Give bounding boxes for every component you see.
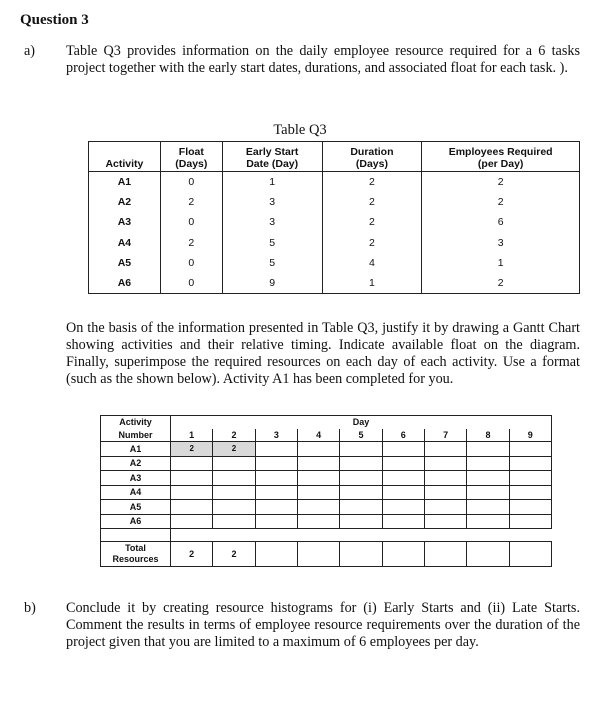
gantt-day-header: 9: [509, 429, 551, 442]
part-a-label: a): [24, 43, 36, 59]
part-a-instructions: On the basis of the information presented in Table Q3, justify it by drawing a Gantt Chart showing activities and their relative timing. Indicate available float on the diagram. Finally, superimpose the required resources on each day of each activity. Use a format (such as the shown below). Activity A1 has been completed for you.: [66, 320, 580, 387]
gantt-cell[interactable]: [382, 500, 424, 515]
table-q3-body: [89, 172, 580, 294]
gantt-cell[interactable]: [213, 485, 255, 500]
gantt-header-row-2: [101, 429, 552, 442]
header-activity: Activity: [89, 142, 161, 172]
gantt-cell[interactable]: [297, 442, 339, 457]
cell-early-start: 9: [222, 273, 322, 294]
gantt-cell[interactable]: [255, 500, 297, 515]
table-row: [89, 273, 580, 294]
gantt-day-header: 3: [255, 429, 297, 442]
gantt-cell[interactable]: [213, 456, 255, 471]
cell-activity: A3: [89, 212, 161, 232]
gantt-total-cell[interactable]: 2: [171, 542, 213, 567]
gantt-row: [101, 485, 552, 500]
cell-early-start: 1: [222, 172, 322, 193]
cell-employees: 2: [422, 273, 580, 294]
gantt-cell[interactable]: [509, 500, 551, 515]
gantt-cell[interactable]: [255, 485, 297, 500]
header-duration: Duration (Days): [322, 142, 422, 172]
gantt-cell[interactable]: [297, 471, 339, 486]
part-b-text: Conclude it by creating resource histograms for (i) Early Starts and (ii) Late Starts. Comment the results in terms of employee resource requirements over the duration of the project given that you are limited to a maximum of 6 employees per day.: [66, 600, 580, 650]
cell-duration: 2: [322, 233, 422, 253]
gantt-cell[interactable]: [509, 456, 551, 471]
cell-employees: 1: [422, 253, 580, 273]
cell-activity: A4: [89, 233, 161, 253]
gantt-cell[interactable]: [467, 471, 509, 486]
gantt-day-label-cell: [171, 416, 552, 429]
cell-float: 2: [160, 233, 222, 253]
gantt-cell[interactable]: [424, 514, 466, 529]
gantt-total-cell[interactable]: [297, 542, 339, 567]
gantt-row: [101, 500, 552, 515]
part-a-intro-text: Table Q3 provides information on the daily employee resource required for a 6 tasks project together with the early start dates, durations, and associated float for each task. ).: [66, 43, 580, 76]
gantt-cell[interactable]: [171, 485, 213, 500]
cell-employees: 3: [422, 233, 580, 253]
gantt-cell[interactable]: [340, 514, 382, 529]
gantt-gap: [101, 529, 552, 542]
header-float: Float (Days): [160, 142, 222, 172]
part-b: [24, 600, 580, 651]
gantt-total-cell[interactable]: [340, 542, 382, 567]
gantt-cell[interactable]: [424, 500, 466, 515]
gantt-total-cell[interactable]: 2: [213, 542, 255, 567]
gantt-cell[interactable]: [424, 471, 466, 486]
gantt-cell[interactable]: [382, 471, 424, 486]
cell-employees: 6: [422, 212, 580, 232]
gantt-day-header: 8: [467, 429, 509, 442]
gantt-cell[interactable]: [171, 514, 213, 529]
cell-duration: 2: [322, 172, 422, 193]
gantt-day-header: 2: [213, 429, 255, 442]
gantt-row: [101, 456, 552, 471]
gantt-cell[interactable]: [424, 442, 466, 457]
gantt-cell[interactable]: [467, 456, 509, 471]
gantt-total-label: Total Resources: [101, 542, 171, 567]
gantt-day-header: 5: [340, 429, 382, 442]
question-title: Question 3: [20, 12, 89, 28]
cell-duration: 2: [322, 212, 422, 232]
gantt-activity-name: A4: [101, 485, 171, 500]
table-caption: Table Q3: [273, 122, 327, 138]
gantt-cell[interactable]: [340, 485, 382, 500]
gantt-cell[interactable]: [297, 485, 339, 500]
cell-duration: 2: [322, 192, 422, 212]
gantt-cell[interactable]: [382, 514, 424, 529]
table-row: [89, 233, 580, 253]
cell-activity: A1: [89, 172, 161, 193]
gantt-cell[interactable]: [340, 471, 382, 486]
cell-early-start: 5: [222, 253, 322, 273]
gantt-row: [101, 442, 552, 457]
table-q3: [88, 141, 580, 294]
gantt-cell[interactable]: [467, 485, 509, 500]
table-row: [89, 253, 580, 273]
cell-activity: A6: [89, 273, 161, 294]
cell-early-start: 3: [222, 192, 322, 212]
gantt-body: [101, 442, 552, 529]
gantt-cell[interactable]: 2: [213, 442, 255, 457]
cell-float: 0: [160, 273, 222, 294]
gantt-cell[interactable]: [255, 456, 297, 471]
table-q3-header: [89, 142, 580, 172]
gantt-template: [100, 415, 552, 567]
gantt-cell[interactable]: [171, 471, 213, 486]
gantt-cell[interactable]: [467, 500, 509, 515]
cell-activity: A2: [89, 192, 161, 212]
gantt-total-cell[interactable]: [467, 542, 509, 567]
table-row: [89, 212, 580, 232]
header-employees: Employees Required (per Day): [422, 142, 580, 172]
gantt-activity-name: A1: [101, 442, 171, 457]
gantt-number-label: Number: [101, 429, 171, 442]
cell-employees: 2: [422, 192, 580, 212]
gantt-cell[interactable]: [382, 485, 424, 500]
gantt-cell[interactable]: [213, 514, 255, 529]
cell-duration: 4: [322, 253, 422, 273]
gantt-cell[interactable]: [340, 456, 382, 471]
gantt-activity-label: Activity: [101, 416, 171, 429]
gantt-cell[interactable]: [171, 500, 213, 515]
gantt-activity-name: A3: [101, 471, 171, 486]
gantt-cell[interactable]: [467, 514, 509, 529]
gantt-cell[interactable]: [382, 456, 424, 471]
gantt-total-cell[interactable]: [255, 542, 297, 567]
gantt-cell[interactable]: [509, 442, 551, 457]
gantt-cell[interactable]: [255, 471, 297, 486]
cell-employees: 2: [422, 172, 580, 193]
cell-float: 0: [160, 172, 222, 193]
table-row: [89, 192, 580, 212]
cell-duration: 1: [322, 273, 422, 294]
gantt-cell[interactable]: [509, 514, 551, 529]
gantt-cell[interactable]: [297, 514, 339, 529]
gantt-header-row-1: [101, 416, 552, 429]
gantt-row: [101, 471, 552, 486]
gantt-total-cell[interactable]: [424, 542, 466, 567]
gantt-cell[interactable]: [509, 485, 551, 500]
gantt-activity-name: A2: [101, 456, 171, 471]
table-row: [89, 172, 580, 193]
cell-float: 0: [160, 253, 222, 273]
part-a-intro: [24, 43, 580, 77]
cell-float: 0: [160, 212, 222, 232]
cell-activity: A5: [89, 253, 161, 273]
gantt-total-cell[interactable]: [509, 542, 551, 567]
cell-float: 2: [160, 192, 222, 212]
gantt-day-label: Day: [352, 417, 370, 428]
gantt-cell[interactable]: [509, 471, 551, 486]
gantt-cell[interactable]: [255, 442, 297, 457]
cell-early-start: 5: [222, 233, 322, 253]
gantt-cell[interactable]: [297, 456, 339, 471]
cell-early-start: 3: [222, 212, 322, 232]
header-early-start: Early Start Date (Day): [222, 142, 322, 172]
gantt-cell[interactable]: [467, 442, 509, 457]
gantt-cell[interactable]: [340, 442, 382, 457]
gantt-cell[interactable]: [424, 485, 466, 500]
part-b-label: b): [24, 600, 36, 616]
gantt-day-header: 6: [382, 429, 424, 442]
gantt-day-header: 7: [424, 429, 466, 442]
gantt-cell[interactable]: [297, 500, 339, 515]
gantt-cell[interactable]: [340, 500, 382, 515]
gantt-cell[interactable]: [213, 471, 255, 486]
gantt-cell[interactable]: [382, 442, 424, 457]
gantt-total-row: [101, 542, 552, 567]
gantt-cell[interactable]: [424, 456, 466, 471]
gantt-cell[interactable]: [171, 456, 213, 471]
gantt-day-header: 1: [171, 429, 213, 442]
gantt-row: [101, 514, 552, 529]
gantt-cell[interactable]: [213, 500, 255, 515]
gantt-activity-name: A5: [101, 500, 171, 515]
gantt-total-cell[interactable]: [382, 542, 424, 567]
gantt-cell[interactable]: 2: [171, 442, 213, 457]
gantt-activity-name: A6: [101, 514, 171, 529]
gantt-day-header: 4: [297, 429, 339, 442]
gantt-cell[interactable]: [255, 514, 297, 529]
